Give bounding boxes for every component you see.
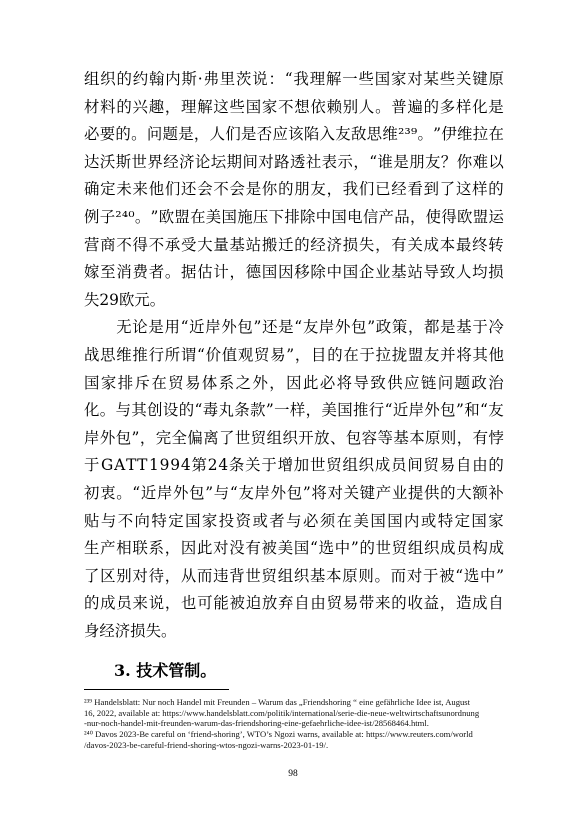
text-line: 确 定 未 来 他 们 还 会 不 会 是 你 的 朋 友 ， 我 们 已 经 看 到 了 这 样 的 [84,180,504,199]
text-line: 岸 外 包 ” ， 完 全 偏 离 了 世 贸 组 织 开 放 、 包 容 等 基 本 原 则 ， 有 悖 [84,428,504,447]
text-line: 生 产 相 联 系 ， 因 此 对 没 有 被 美 国 “ 选 中 ” 的 世 贸 组 织 成 员 构 成 [84,539,504,558]
text-line: 必 要 的 。 问 题 是 ， 人 们 是 否 应 该 陷 入 友 敌 思 维 ² ³ ⁹ 。 ” 伊 维 拉 在 [84,125,504,144]
text-line: 例 子 ² ⁴ ⁰ 。 ” 欧 盟 在 美 国 施 压 下 排 除 中 国 电 信 产 品 ， 使 得 欧 盟 运 [84,207,504,226]
footnote-line: -nur-noch-handel-mit-freunden-warum-das-friendshoring-eine-gefaehrliche-idee-ist/28568464.html. [84,718,429,729]
text-line: 营 商 不 得 不 承 受 大 量 基 站 搬 迁 的 经 济 损 失 ， 有 关 成 本 最 终 转 [84,235,504,254]
footnote-line: ²⁴⁰ Davos 2023-Be careful on ‘friend-shoring’, WTO’s Ngozi warns, available at: https://www.reuters.com/world [84,729,473,740]
text-line: 化 。 与 其 创 设 的 “ 毒 丸 条 款 ” 一 样 ， 美 国 推 行 “ 近 岸 外 包 ” 和 “ 友 [84,401,504,420]
text-line: 战 思 维 推 行 所 谓 “ 价 值 观 贸 易 ” ， 目 的 在 于 拉 拢 盟 友 并 将 其 他 [84,345,504,364]
text-line: 材 料 的 兴 趣 ， 理 解 这 些 国 家 不 想 依 赖 别 人 。 普 遍 的 多 样 化 是 [84,97,504,116]
text-line: 无 论 是 用 “ 近 岸 外 包 ” 还 是 “ 友 岸 外 包 ” 政 策 ， 都 是 基 于 冷 [116,318,504,337]
text-line: 贴 与 不 向 特 定 国 家 投 资 或 者 与 必 须 在 美 国 国 内 或 特 定 国 家 [84,511,504,530]
text-line: 国 家 排 斥 在 贸 易 体 系 之 外 ， 因 此 必 将 导 致 供 应 链 问 题 政 治 [84,373,504,392]
footnotes [84,697,506,751]
text-line: 于 G A T T 1 9 9 4 第 2 4 条 关 于 增 加 世 贸 组 织 成 员 间 贸 易 自 由 的 [84,456,504,475]
text-line: 组 织 的 约 翰 内 斯 · 弗 里 茨 说 ： “ 我 理 解 一 些 国 家 对 某 些 关 键 原 [84,70,504,88]
footnote-line: /davos-2023-be-careful-friend-shoring-wtos-ngozi-warns-2023-01-19/. [84,739,329,750]
text-line: 失29欧元。 [84,290,166,309]
section-heading: 3. 技术管制。 [114,661,217,680]
footnote-divider [84,689,229,690]
text-line: 了 区 别 对 待 ， 从 而 违 背 世 贸 组 织 基 本 原 则 。 而 对 于 被 “ 选 中 ” [84,566,504,585]
footnote-line: 16, 2022, available at: https://www.handelsblatt.com/politik/international/serie-die-neue-weltwirtschaftsunordnung [84,707,480,718]
paragraph-2 [84,314,504,645]
page-number: 98 [288,769,298,779]
body-text [84,66,504,645]
text-line: 嫁 至 消 费 者 。 据 估 计 ， 德 国 因 移 除 中 国 企 业 基 站 导 致 人 均 损 [84,263,504,282]
text-line: 身经济损失。 [84,621,177,640]
paragraph-1 [84,66,504,314]
text-line: 达 沃 斯 世 界 经 济 论 坛 期 间 对 路 透 社 表 示 ， “ 谁 是 朋 友 ？ 你 难 以 [84,152,504,171]
text-line: 初 衷 。 “ 近 岸 外 包 ” 与 “ 友 岸 外 包 ” 将 对 关 键 产 业 提 供 的 大 额 补 [84,483,504,502]
text-line: 的 成 员 来 说 ， 也 可 能 被 迫 放 弃 自 由 贸 易 带 来 的 收 益 ， 造 成 自 [84,594,504,613]
footnote-line: ²³⁹ Handelsblatt: Nur noch Handel mit Freunden – Warum das „Friendshoring “ eine gefährliche Idee ist, August [84,697,471,707]
